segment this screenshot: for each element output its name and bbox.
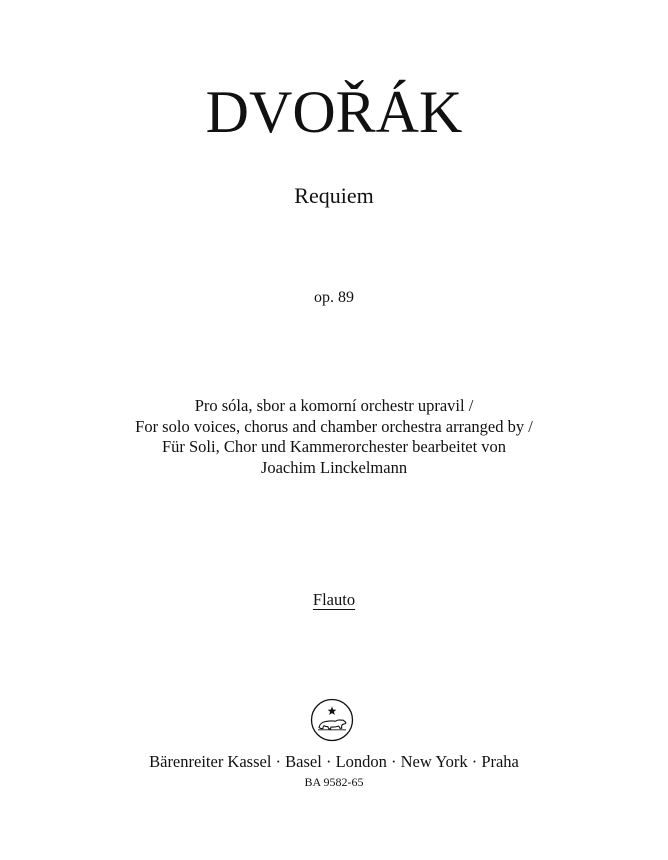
catalog-number: BA 9582-65: [304, 775, 364, 789]
instrument-label: Flauto: [312, 590, 356, 609]
arrangement-line-english: For solo voices, chorus and chamber orchestra arranged by /: [135, 416, 533, 436]
publisher-logo-icon: [310, 698, 354, 742]
arranger-name: Joachim Linckelmann: [260, 457, 408, 477]
publisher-line: Bärenreiter Kassel · Basel · London · New York · Praha: [149, 752, 519, 771]
composer-name: DVOŘÁK: [205, 79, 463, 145]
arrangement-line-german: Für Soli, Chor und Kammerorchester bearbeitet von: [161, 437, 507, 456]
work-title: Requiem: [294, 183, 374, 208]
arrangement-line-czech: Pro sóla, sbor a komorní orchestr upravil /: [194, 396, 474, 415]
arrangement-credit: [0, 396, 668, 478]
opus-number: op. 89: [314, 289, 354, 306]
instrument-part: [0, 589, 668, 611]
